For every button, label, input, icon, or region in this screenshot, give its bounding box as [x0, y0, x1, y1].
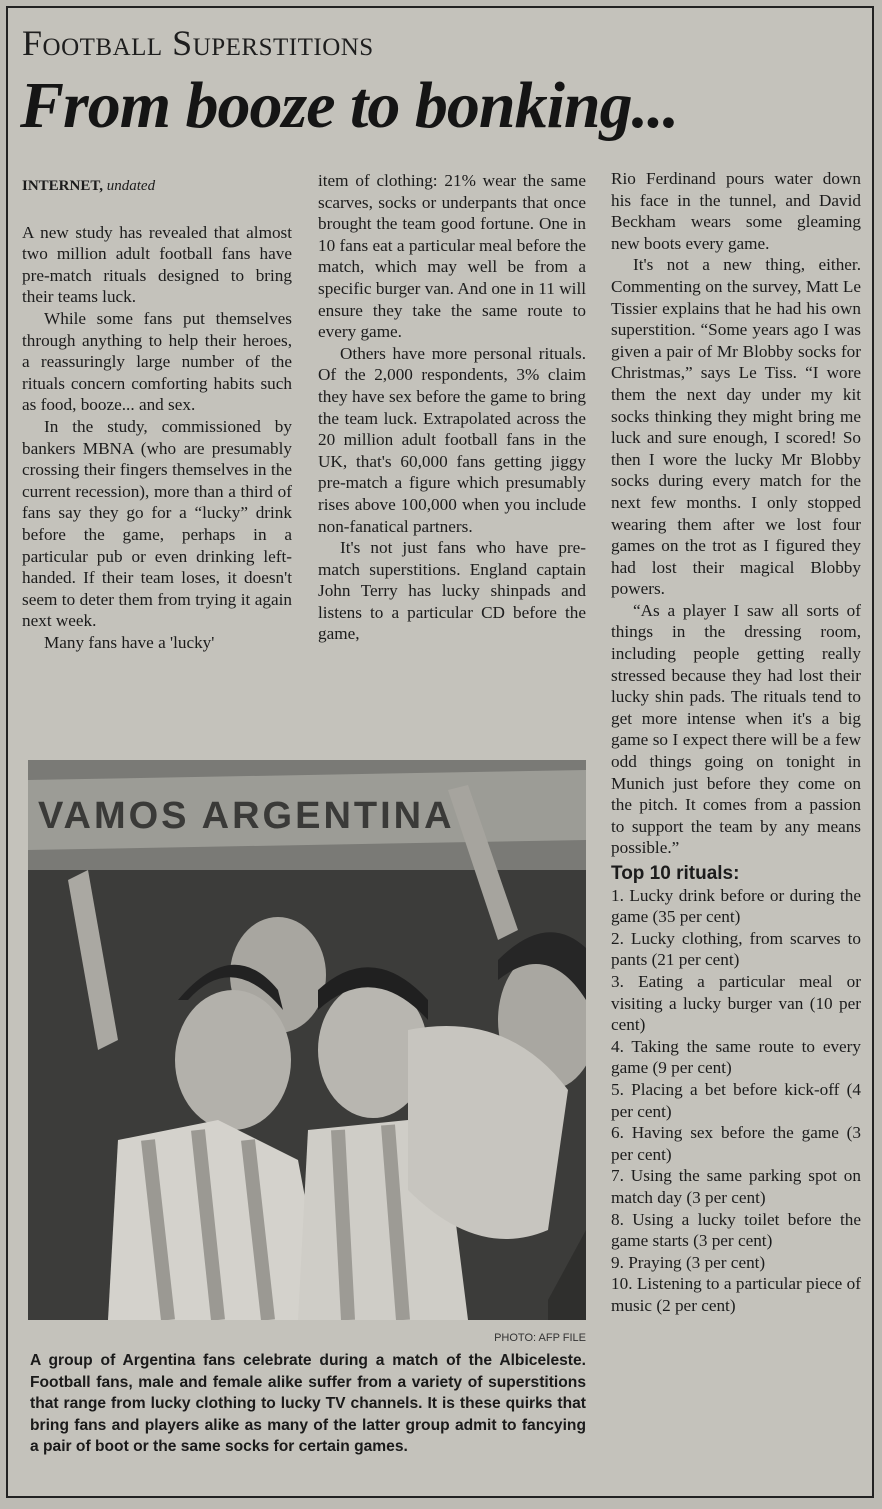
dateline-source: INTERNET, — [22, 178, 103, 194]
article-column-2 — [318, 170, 586, 645]
rituals-list — [611, 885, 861, 1317]
fan-face — [175, 990, 291, 1130]
rituals-heading: Top 10 rituals: — [611, 863, 740, 884]
ritual-item: 3. Eating a particular meal or visiting a lucky burger van (10 per cent) — [611, 971, 861, 1035]
ritual-item: 4. Taking the same route to every game (9 per cent) — [611, 1036, 861, 1078]
banner-text: VAMOS ARGENTINA — [38, 795, 455, 837]
paragraph: Rio Ferdinand pours water down his face in the tunnel, and David Beckham wears some gleaming new boots every game. — [611, 169, 861, 253]
paragraph: A new study has revealed that almost two million adult football fans have pre-match rituals designed to bring their teams luck. — [22, 222, 292, 307]
headline: From booze to bonking... — [20, 69, 679, 142]
ritual-item: 8. Using a lucky toilet before the game starts (3 per cent) — [611, 1209, 861, 1251]
dateline-date: undated — [106, 178, 156, 194]
ritual-item: 2. Lucky clothing, from scarves to pants (21 per cent) — [611, 928, 861, 970]
paragraph: item of clothing: 21% wear the same scarves, socks or underpants that once brought the team good fortune. One in 10 fans eat a particular meal before the match, which may well be from a specific burger van. And one in 11 will ensure they take the same route to every game. — [318, 171, 586, 342]
paragraph: Others have more personal rituals. Of the 2,000 respondents, 3% claim they have sex before the game to bring the team luck. Extrapolated across the 20 million adult football fans in the UK, that's 60,000 fans getting jiggy pre-match a figure which presumably rises above 100,000 when you include non-fanatical partners. — [318, 343, 586, 536]
article-column-1 — [22, 176, 292, 653]
ritual-item: 7. Using the same parking spot on match day (3 per cent) — [611, 1166, 861, 1207]
photo-caption: A group of Argentina fans celebrate during a match of the Albiceleste. Football fans, male and female alike suffer from a variety of superstitions that range from lucky clothing to lucky TV channels. It is these quirks that bring fans and players alike as many of the latter group admit to fancying a pair of boot or the same socks for certain games. — [30, 1352, 586, 1456]
ritual-item: 5. Placing a bet before kick-off (4 per cent) — [611, 1079, 861, 1121]
fans-photo-illustration — [28, 760, 586, 1320]
ritual-item: 1. Lucky drink before or during the game (35 per cent) — [611, 885, 861, 927]
ritual-item: 9. Praying (3 per cent) — [611, 1252, 766, 1272]
ritual-item: 10. Listening to a particular piece of music (2 per cent) — [611, 1274, 861, 1315]
paragraph: It's not just fans who have pre-match superstitions. England captain John Terry has lucky shinpads and listens to a particular CD before the game, — [318, 538, 586, 644]
paragraph: Many fans have a 'lucky' — [44, 632, 215, 652]
fans-photo — [28, 760, 586, 1320]
article-column-3 — [611, 168, 861, 1316]
section-kicker: Football Superstitions — [22, 23, 374, 63]
paragraph: In the study, commissioned by bankers MBNA (who are presumably crossing their fingers themselves in the current recession), more than a third of fans say they go for a “lucky” drink before the game, perhaps in a particular pub or even drinking left-handed. If their team loses, it doesn't seem to deter them from trying it again next week. — [22, 416, 292, 631]
dateline — [22, 176, 292, 198]
paragraph: It's not a new thing, either. Commenting on the survey, Matt Le Tissier explains that he had his own superstition. “Some years ago I was given a pair of Mr Blobby socks for Christmas,” says Le Tiss. “I wore them the next day under my kit socks thinking they might bring me luck and sure enough, I scored! So then I wore the lucky Mr Blobby socks during every match for the next few months. I only stopped wearing them after we lost four games on the trot as I figured they had lost their magical Blobby powers. — [611, 255, 861, 599]
paragraph: “As a player I saw all sorts of things in the dressing room, including people getting really stressed because they had lost their lucky shin pads. The rituals tend to get more intense when it's a big game so I expect there will be a few odd things going on tonight in Munich just before they come on the pitch. It comes from a passion to support the team by any means possible.” — [611, 600, 861, 858]
ritual-item: 6. Having sex before the game (3 per cent) — [611, 1123, 861, 1164]
photo-credit: PHOTO: AFP FILE — [494, 1332, 586, 1344]
paragraph: While some fans put themselves through anything to help their heroes, a reassuringly large number of the rituals concern comforting habits such as food, booze... and sex. — [22, 308, 292, 415]
